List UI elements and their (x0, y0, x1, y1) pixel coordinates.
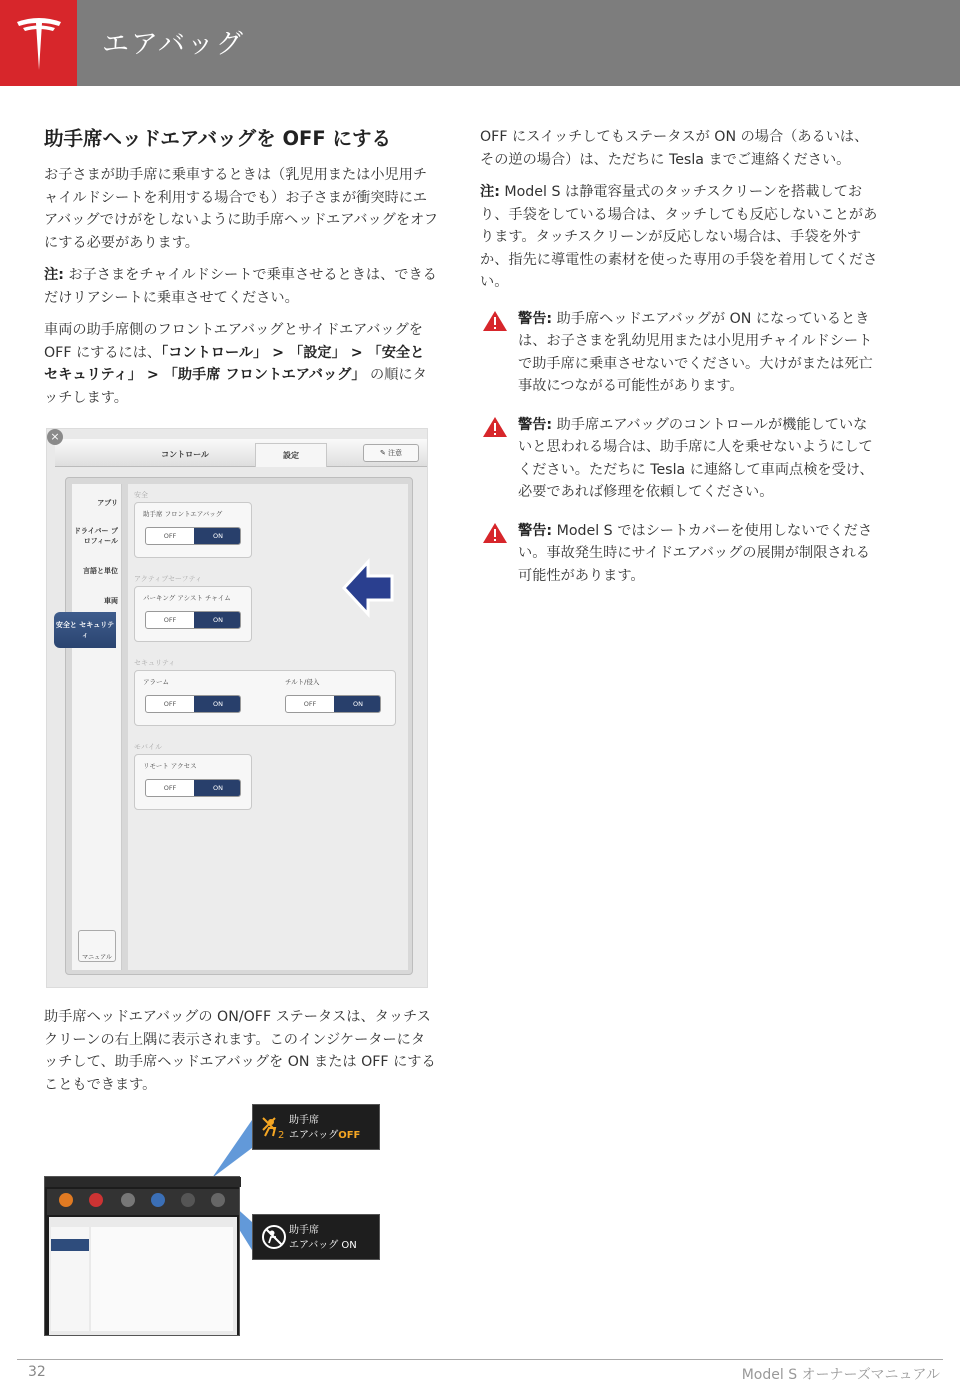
highlight-arrow-icon (340, 558, 396, 618)
settings-panel (128, 484, 408, 970)
airbag-off-callout (252, 1104, 380, 1150)
status-caption (44, 1006, 438, 1106)
tilt-title: チルト/侵入 (285, 678, 320, 686)
touchscreen-content (49, 1217, 237, 1335)
airbag-on-line: エアバッグ ON (289, 1240, 357, 1251)
touchscreen-statusbar (45, 1177, 241, 1187)
group-label-safety: 安全 (134, 491, 148, 499)
warning-text: 助手席エアバッグのコントロールが機能していないと思われる場合は、助手席に人を乗せないようにしてください。ただちに Tesla に連絡して車両点検を受け、必要であれば修理を依頼してください。 (518, 416, 874, 500)
sidebar-item-language[interactable]: 言語と単位 (83, 567, 118, 575)
camera-app-icon[interactable] (181, 1193, 195, 1207)
park-assist-title: パーキング アシスト チャイム (143, 594, 231, 602)
remote-access-title: リモート アクセス (143, 762, 197, 770)
instruction-text-c: の順にタッチします。 (44, 367, 427, 406)
alarm-off-option[interactable]: OFF (163, 700, 177, 708)
close-icon[interactable]: × (47, 429, 63, 445)
settings-screenshot (46, 428, 428, 988)
settings-sidebar (72, 484, 122, 970)
airbag-on-option[interactable]: ON (194, 528, 241, 544)
alarm-title: アラーム (143, 678, 169, 686)
tilt-on-option[interactable]: ON (334, 696, 381, 712)
tab-controls[interactable]: コントロール (161, 450, 209, 459)
screenshot-topbar (55, 439, 427, 467)
manual-label: マニュアル (82, 954, 112, 961)
remote-access-box (134, 754, 252, 810)
web-app-icon[interactable] (151, 1193, 165, 1207)
sidebar-item-apps[interactable]: アプリ (97, 499, 118, 507)
group-label-active-safety: アクティブセーフティ (134, 575, 202, 583)
airbag-off-option[interactable]: OFF (163, 532, 177, 540)
airbag-setting-box (134, 502, 252, 558)
alarm-toggle[interactable] (145, 695, 241, 713)
warning-block (480, 520, 880, 588)
warning-text: Model S ではシートカバーを使用しないでください。事故発生時にサイドエアバッグの展開が制限される可能性があります。 (518, 522, 873, 584)
warning-block (480, 414, 880, 504)
left-column (44, 126, 438, 419)
warning-label: 警告: (518, 522, 553, 539)
section-title: エアバッグ (102, 29, 245, 60)
airbag-off-state: OFF (338, 1130, 361, 1141)
park-assist-toggle[interactable] (145, 611, 241, 629)
tab-settings[interactable]: 設定 (255, 443, 327, 467)
page-header (0, 0, 960, 86)
glove-note-paragraph (480, 181, 880, 294)
svg-text:2: 2 (278, 1130, 285, 1140)
instruction-paragraph (44, 319, 438, 409)
intro-paragraph: お子さまが助手席に乗車するときは（乳児用または小児用チャイルドシートを利用する場合でも）お子さまが衝突時にエアバッグでけがをしないように助手席ヘッドエアバッグをオフにする必要があります。 (44, 167, 438, 251)
remote-on-option[interactable]: ON (194, 780, 241, 796)
warning-text: 助手席ヘッドエアバッグが ON になっているときは、お子さまを乳幼児用または小児用チャイルドシートで助手席に乗車させないでください。大けがまたは死亡事故につながる可能性があります。 (518, 310, 873, 394)
phone-app-icon[interactable] (211, 1193, 225, 1207)
note-paragraph (44, 264, 438, 309)
instruction-path: 「コントロール」 > 「設定」 > 「安全とセキュリティ」 > 「助手席 フロントエアバッグ」 (44, 344, 425, 384)
glove-note-text: Model S は静電容量式のタッチスクリーンを搭載しており、手袋をしている場合は、タッチしても反応しないことがあります。タッチスクリーンが反応しない場合は、手袋を外すか、指先に導電性の素材を使った専用の手袋を着用してください。 (480, 184, 878, 290)
warning-triangle-icon (482, 310, 508, 332)
airbag-off-title: 助手席 (289, 1115, 319, 1126)
warning-triangle-icon (482, 416, 508, 438)
alarm-on-option[interactable]: ON (194, 696, 241, 712)
airbag-off-line-text: エアバッグ (289, 1130, 339, 1141)
airbag-on-icon (261, 1224, 287, 1250)
airbag-off-icon (261, 1114, 287, 1140)
document-name: Model S オーナーズマニュアル (741, 1367, 940, 1383)
touchscreen-dock (47, 1189, 239, 1215)
subsection-heading: 助手席ヘッドエアバッグを OFF にする (44, 127, 391, 150)
sidebar-item-vehicle[interactable]: 車両 (104, 597, 118, 605)
airbag-toggle[interactable] (145, 527, 241, 545)
airbag-on-label (289, 1223, 357, 1253)
airbag-on-title: 助手席 (289, 1225, 319, 1236)
park-assist-on-option[interactable]: ON (194, 612, 241, 628)
settings-frame (55, 477, 413, 975)
right-column (480, 126, 880, 603)
mismatch-paragraph: OFF にスイッチしてもステータスが ON の場合（あるいは、その逆の場合）は、ただちに Tesla までご連絡ください。 (480, 129, 869, 168)
touchscreen-screenshot (44, 1176, 240, 1336)
note-text: お子さまをチャイルドシートで乗車させるときは、できるだけリアシートに乗車させてください。 (44, 267, 437, 306)
remote-access-toggle[interactable] (145, 779, 241, 797)
nav-app-icon[interactable] (89, 1193, 103, 1207)
warning-label: 警告: (518, 310, 553, 327)
warning-label: 警告: (518, 416, 553, 433)
airbag-on-callout (252, 1214, 380, 1260)
tilt-toggle[interactable] (285, 695, 381, 713)
page-number: 32 (28, 1364, 46, 1380)
tesla-logo-icon (14, 16, 64, 72)
footer-divider (17, 1359, 943, 1360)
touchscreen-active-item[interactable] (51, 1239, 89, 1251)
airbag-setting-title: 助手席 フロントエアバッグ (143, 510, 223, 518)
sidebar-item-driver-profile[interactable]: ドライバー プロフィール (73, 527, 118, 545)
security-box (134, 670, 396, 726)
media-app-icon[interactable] (59, 1193, 73, 1207)
group-label-mobile: モバイル (134, 743, 162, 751)
airbag-off-label (289, 1113, 360, 1143)
group-label-security: セキュリティ (134, 659, 176, 667)
tilt-off-option[interactable]: OFF (303, 700, 317, 708)
tesla-logo (0, 0, 77, 86)
instruction-text-a: 車両の助手席側のフロントエアバッグとサイドエアバッグを OFF にするには、 (44, 322, 423, 361)
manual-button[interactable] (78, 930, 116, 962)
status-caption-text: 助手席ヘッドエアバッグの ON/OFF ステータスは、タッチスクリーンの右上隅に表示されます。このインジケーターにタッチして、助手席ヘッドエアバッグを ON または OFF にすることもできます。 (44, 1009, 436, 1093)
edit-button[interactable]: ✎ 注意 (363, 444, 419, 462)
airbag-off-line (289, 1128, 360, 1143)
glove-note-label: 注: (480, 184, 500, 200)
remote-off-option[interactable]: OFF (163, 784, 177, 792)
energy-app-icon[interactable] (121, 1193, 135, 1207)
sidebar-item-safety-security[interactable]: 安全と セキュリティ (54, 612, 116, 648)
touchscreen-sidebar (51, 1227, 89, 1331)
touchscreen-main (91, 1227, 233, 1331)
warning-block (480, 308, 880, 398)
note-label: 注: (44, 267, 64, 284)
park-assist-off-option[interactable]: OFF (163, 616, 177, 624)
warning-triangle-icon (482, 522, 508, 544)
park-assist-box (134, 586, 252, 642)
